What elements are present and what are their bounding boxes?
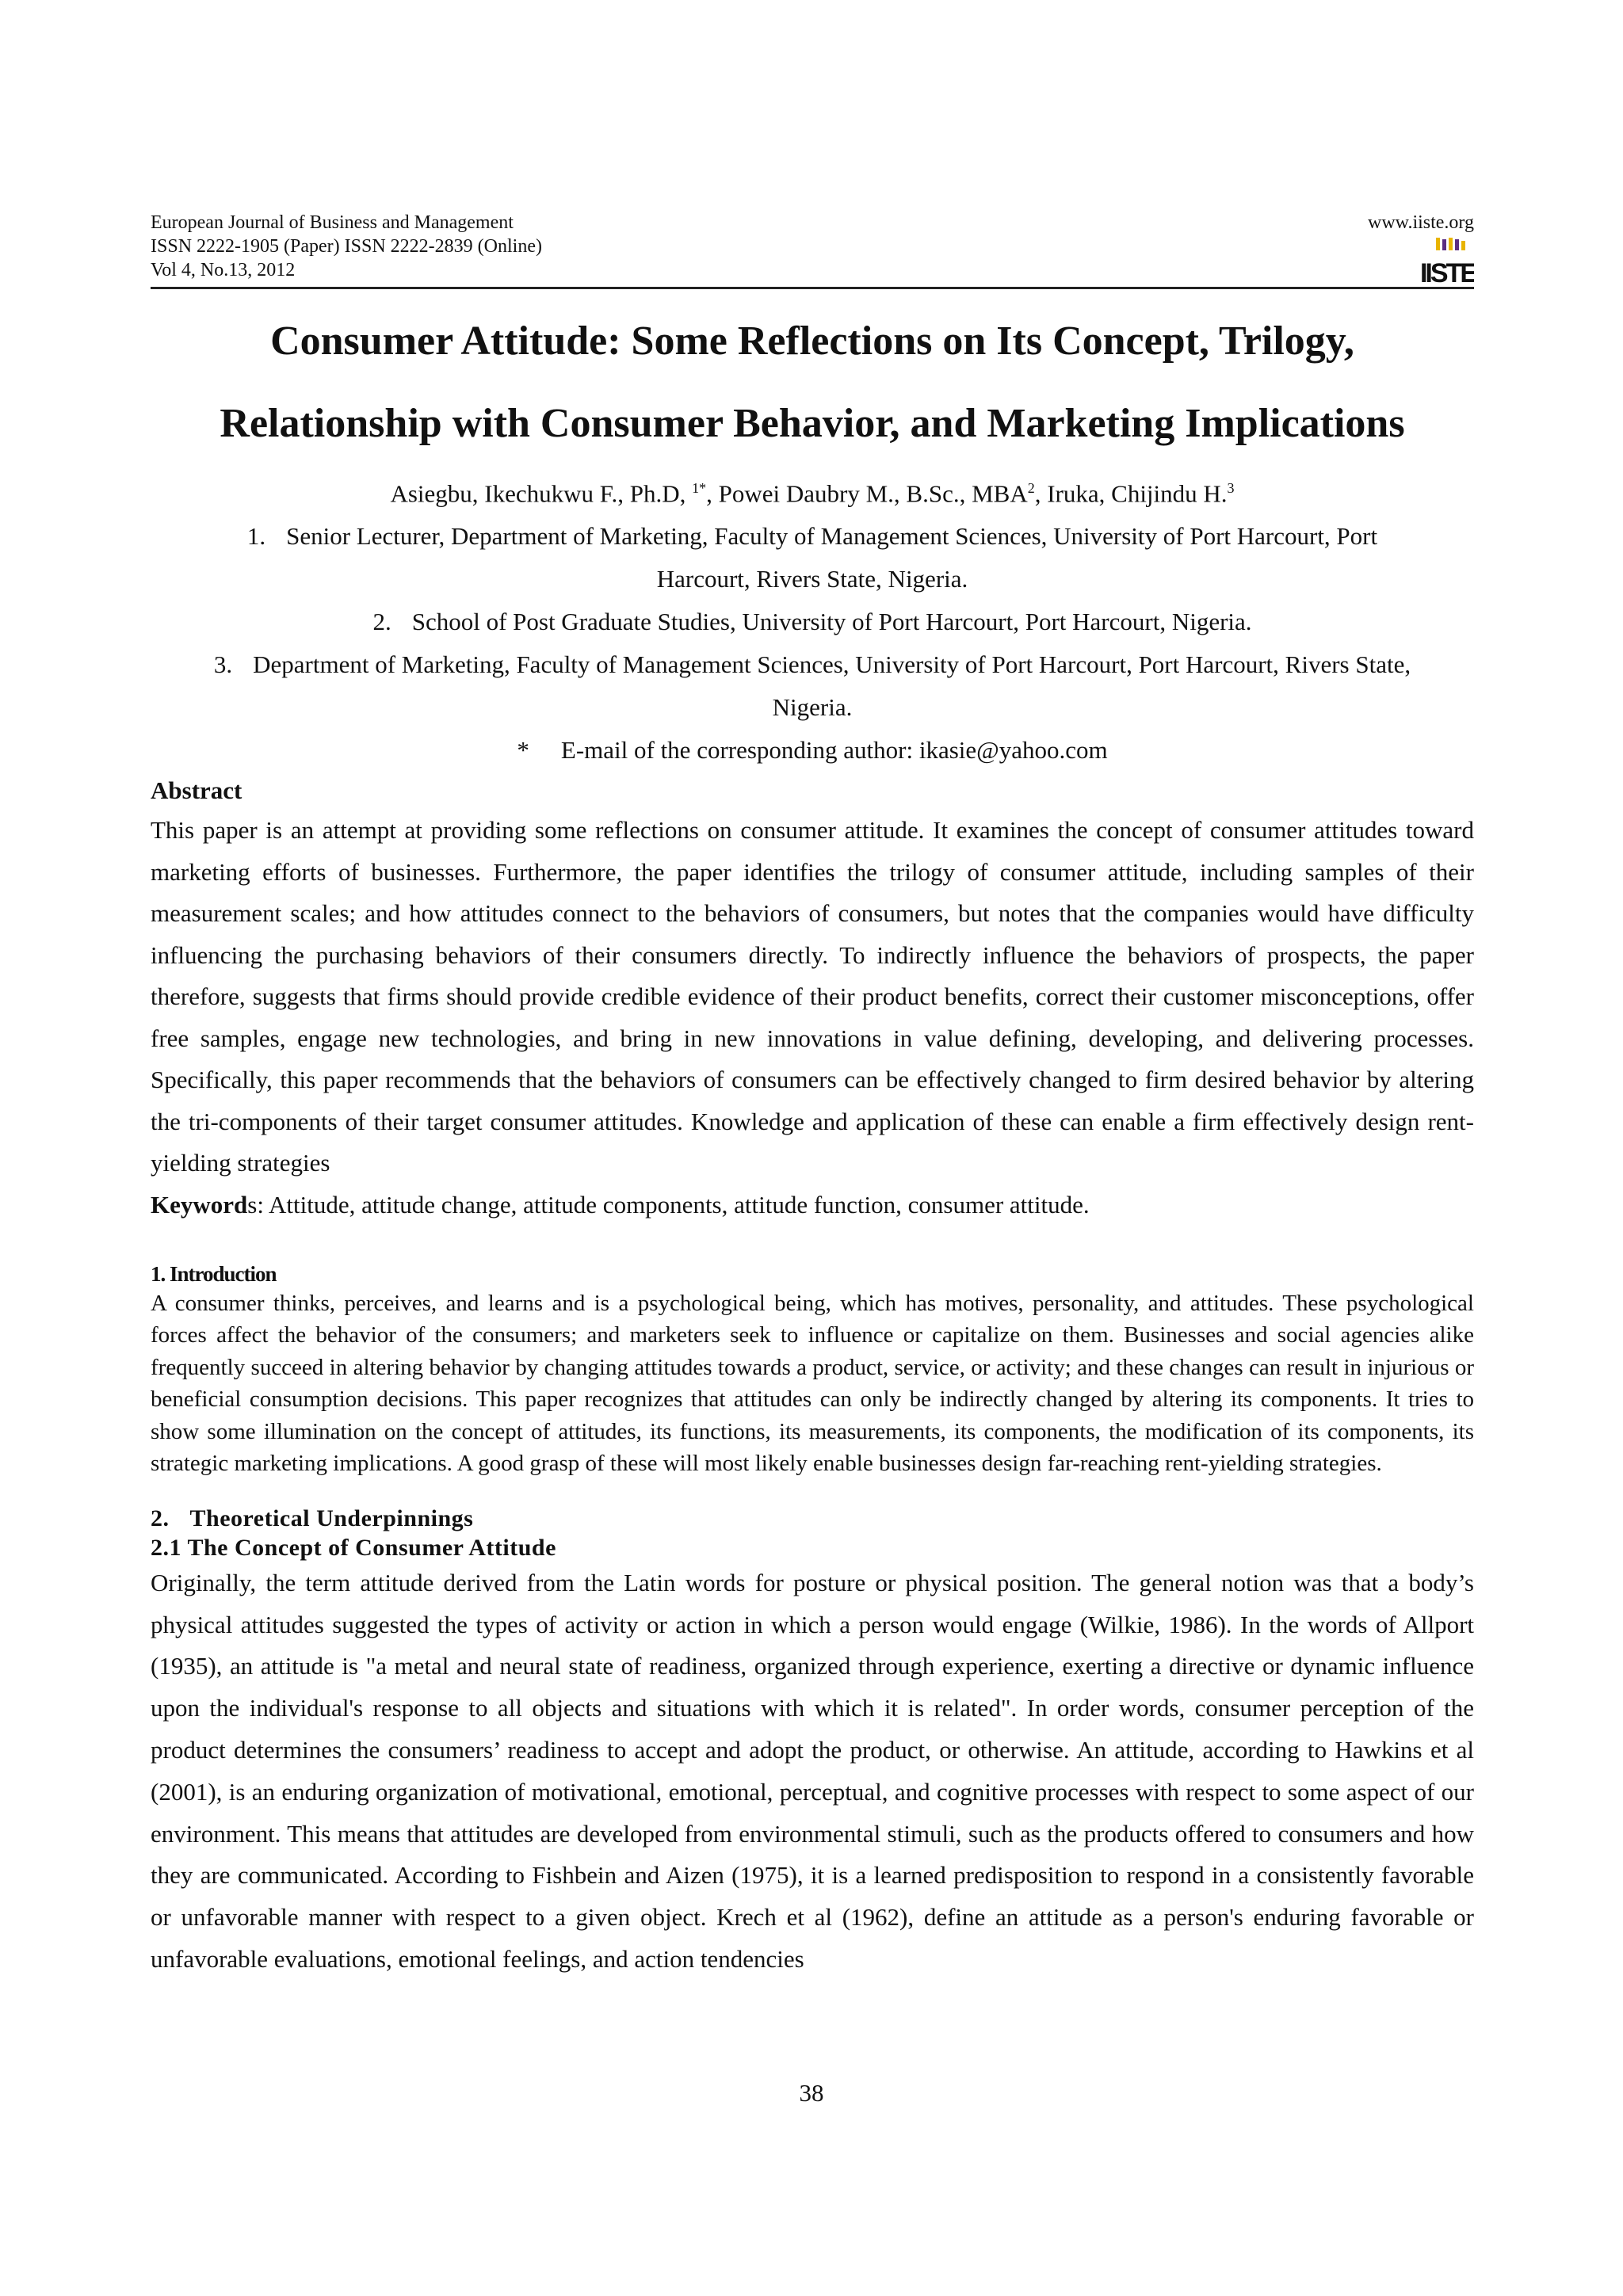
affiliation-2 bbox=[151, 601, 1474, 643]
author-2: , Powei Daubry M., B.Sc., MBA bbox=[706, 479, 1028, 508]
author-list bbox=[151, 467, 1474, 515]
keywords-label-suffix: s: bbox=[247, 1190, 264, 1219]
paper-page bbox=[151, 208, 1474, 1981]
author-2-mark: 2 bbox=[1027, 480, 1035, 496]
introduction-heading: 1. Introduction bbox=[151, 1261, 277, 1286]
email-text[interactable]: E-mail of the corresponding author: ikasie@yahoo.com bbox=[560, 736, 1108, 765]
affiliation-number: 2. bbox=[372, 608, 391, 636]
keywords bbox=[151, 1184, 1474, 1226]
section-title: Theoretical Underpinnings bbox=[189, 1505, 474, 1531]
title-line-2: Relationship with Consumer Behavior, and Marketing Implications bbox=[220, 401, 1405, 446]
affiliation-text: Department of Marketing, Faculty of Management Sciences, University of Port Harcourt, Port Harcourt, Rivers State, bbox=[253, 650, 1411, 679]
svg-text:IISTE: IISTE bbox=[1422, 258, 1474, 287]
affiliation-3 bbox=[151, 643, 1474, 729]
section-number: 2. bbox=[151, 1505, 170, 1531]
author-1-mark: 1* bbox=[692, 480, 707, 496]
affiliation-text: School of Post Graduate Studies, University of Port Harcourt, Port Harcourt, Nigeria. bbox=[411, 608, 1252, 636]
journal-site bbox=[1368, 211, 1474, 293]
website-link[interactable]: www.iiste.org bbox=[1368, 212, 1474, 233]
author-3-mark: 3 bbox=[1227, 480, 1235, 496]
author-1: Asiegbu, Ikechukwu F., Ph.D, bbox=[390, 479, 693, 508]
affiliation-text-cont: Nigeria. bbox=[772, 693, 853, 722]
affiliation-number: 1. bbox=[246, 522, 266, 551]
title-line-1: Consumer Attitude: Some Reflections on Its Concept, Trilogy, bbox=[270, 318, 1354, 364]
page-number: 38 bbox=[799, 2079, 824, 2107]
affiliation-text-cont: Harcourt, Rivers State, Nigeria. bbox=[656, 565, 968, 593]
author-3: , Iruka, Chijindu H. bbox=[1034, 479, 1228, 508]
keywords-text: Attitude, attitude change, attitude components, attitude function, consumer attitude. bbox=[263, 1190, 1090, 1219]
section-2-heading bbox=[151, 1504, 1474, 1533]
paper-title bbox=[151, 300, 1474, 465]
journal-header bbox=[151, 208, 1474, 289]
journal-info bbox=[151, 211, 542, 282]
affiliation-number: 3. bbox=[213, 650, 233, 679]
corresponding-email bbox=[151, 729, 1474, 772]
journal-volume: Vol 4, No.13, 2012 bbox=[151, 260, 296, 280]
keywords-label: Keyword bbox=[151, 1190, 248, 1219]
email-asterisk: * bbox=[517, 736, 529, 765]
affiliation-text: Senior Lecturer, Department of Marketing, Faculty of Management Sciences, University of Port Harcourt, Port bbox=[286, 522, 1378, 551]
section-2-1-heading: 2.1 The Concept of Consumer Attitude bbox=[151, 1534, 556, 1561]
section-2-1-body: Originally, the term attitude derived from the Latin words for posture or physical position. The general notion was that a body’s physical attitudes suggested the types of activity or action in which a person would engage (Wilkie, 1986). In the words of Allport (1935), an attitude is "a metal and neural state of readiness, organized through experience, exerting a directive or dynamic influence upon the individual's response to all objects and situations with which it is related". In order words, consumer perception of the product determines the consumers’ readiness to accept and adopt the product, or otherwise. An attitude, according to Hawkins et al (2001), is an enduring organization of motivational, emotional, perceptual, and cognitive processes with respect to some aspect of our environment. This means that attitudes are developed from environmental stimuli, such as the products offered to consumers and how they are communicated. According to Fishbein and Aizen (1975), it is a learned predisposition to respond in a consistently favorable or unfavorable manner with respect to a given object. Krech et al (1962), define an attitude as a person's enduring favorable or unfavorable evaluations, emotional feelings, and action tendencies bbox=[151, 1568, 1474, 1973]
affiliation-1 bbox=[151, 515, 1474, 601]
introduction-body: A consumer thinks, perceives, and learns and is a psychological being, which has motives, personality, and attitudes. These psychological forces affect the behavior of the consumers; and marketers seek to influence or capitalize on them. Businesses and social agencies alike frequently succeed in altering behavior by changing attitudes towards a product, service, or activity; and these changes can result in injurious or beneficial consumption decisions. This paper recognizes that attitudes can only be indirectly changed by altering its components. It tries to show some illumination on the concept of attitudes, its functions, its measurements, its components, the modification of its components, its strategic marketing implications. A good grasp of these will most likely enable businesses design far-reaching rent-yielding strategies. bbox=[151, 1290, 1474, 1477]
abstract-body: This paper is an attempt at providing some reflections on consumer attitude. It examines the concept of consumer attitudes toward marketing efforts of businesses. Furthermore, the paper identifies the trilogy of consumer attitude, including samples of their measurement scales; and how attitudes connect to the behaviors of consumers, but notes that the companies would have difficulty influencing the purchasing behaviors of their consumers directly. To indirectly influence the behaviors of prospects, the paper therefore, suggests that firms should provide credible evidence of their product benefits, correct their customer misconceptions, offer free samples, engage new technologies, and bring in new innovations in value defining, developing, and delivering processes. Specifically, this paper recommends that the behaviors of consumers can be effectively changed to firm desired behavior by altering the tri-components of their target consumer attitudes. Knowledge and application of these can enable a firm effectively design rent-yielding strategies bbox=[151, 816, 1474, 1177]
abstract-heading: Abstract bbox=[151, 776, 242, 805]
journal-name: European Journal of Business and Management bbox=[151, 212, 514, 233]
journal-issn: ISSN 2222-1905 (Paper) ISSN 2222-2839 (Online) bbox=[151, 236, 542, 257]
iiste-logo bbox=[1422, 238, 1474, 287]
